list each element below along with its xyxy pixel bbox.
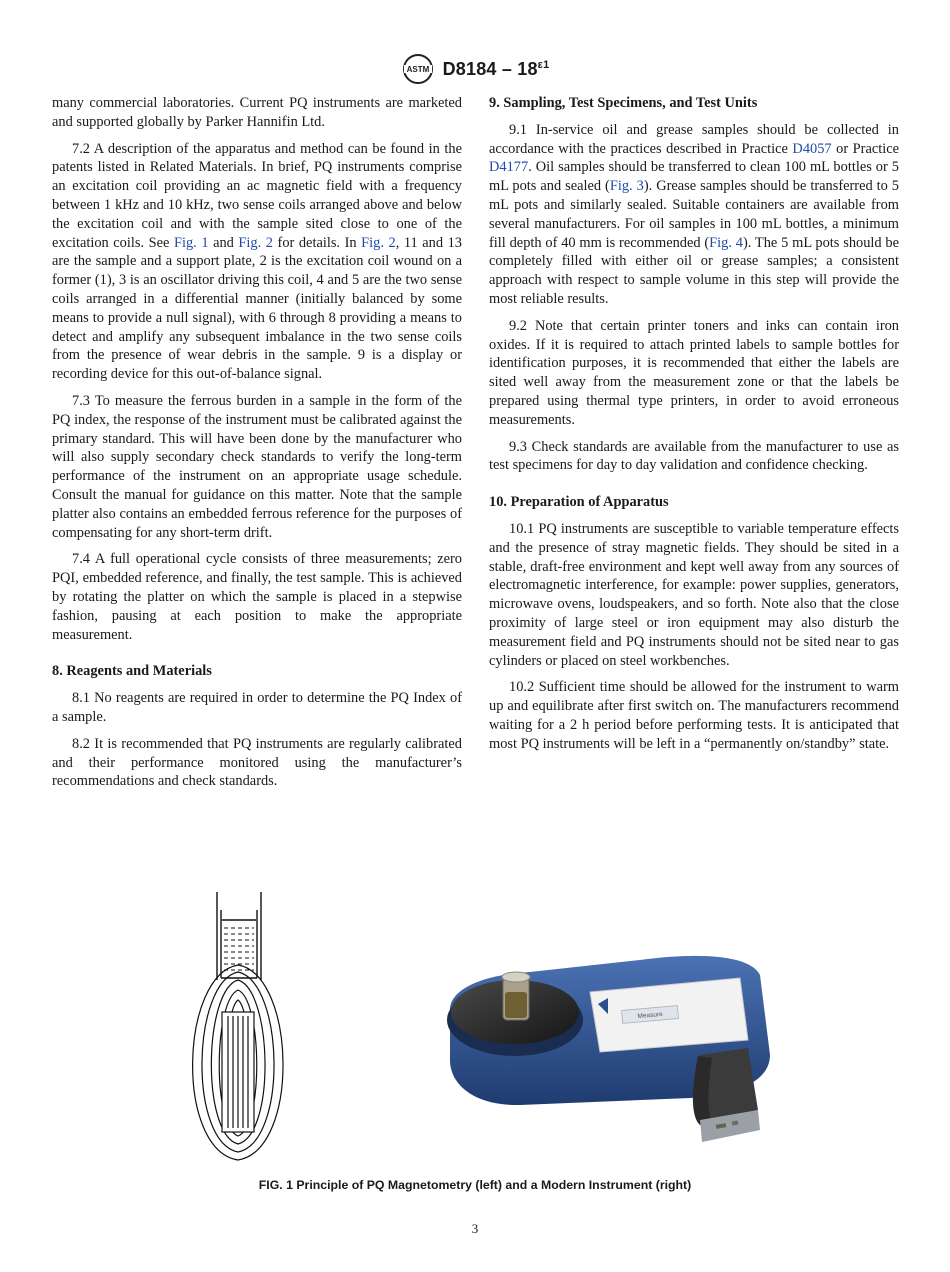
paragraph-7-2: 7.2 A description of the apparatus and method can be found in the patents listed in Related Materials. In brief, PQ instruments comprise an excitation coil providing an ac magnetic field with a frequency between 1 kHz and 10 kHz, two sense coils arranged above and below the excitation coil and with the sample sited close to one of the excitation coils. See Fig. 1 and Fig. 2 for details. In Fig. 2, 11 and 13 are the sample and a support plate, 2 is the excitation coil wound on a former (1), 3 is an oscillator driving this coil, 4 and 5 are the two sense coils arranged in a differential manner (initially balanced by some means to provide a null signal), with 6 through 8 providing a means to detect and amplify any subsequent imbalance in the two sense coils from the presence of wear debris in the sample. 9 is a display or recording device for this out-of-balance signal. <box>52 140 462 383</box>
screen-label: Measure <box>637 1010 664 1021</box>
paragraph-10-1: 10.1 PQ instruments are susceptible to variable temperature effects and the presence of stray magnetic fields. They should be sited in a stable, draft-free environment and kept well away from any sources of electromagnetic interference, for example: power supplies, generators, microwave ovens, loudspeakers, and so forth. Note also that the close proximity of large steel or iron equipment may also disturb the measurement field and PQ instruments should not be sited near to gas cylinders or placed on steel workbenches. <box>489 520 899 669</box>
astm-logo-icon <box>401 53 435 85</box>
figure-1-caption: FIG. 1 Principle of PQ Magnetometry (left) and a Modern Instrument (right) <box>258 1178 692 1192</box>
pq-instrument <box>447 956 770 1142</box>
fig-2-link[interactable]: Fig. 2 <box>238 234 273 251</box>
section-10-heading: 10. Preparation of Apparatus <box>489 494 669 511</box>
excitation-coil <box>222 1012 254 1132</box>
figure-1-illustration <box>0 880 950 1180</box>
thermal-printer <box>693 1048 760 1142</box>
paragraph-7-1-end: many commercial laboratories. Current PQ instruments are marketed and supported globally by Parker Hannifin Ltd. <box>52 95 462 130</box>
d4057-link[interactable]: D4057 <box>792 140 832 157</box>
paragraph-9-3: 9.3 Check standards are available from the manufacturer to use as test specimens for day to day validation and confidence checking. <box>489 438 899 474</box>
fig-2-link[interactable]: Fig. 2 <box>361 234 396 251</box>
paragraph-7-4: 7.4 A full operational cycle consists of three measurements; zero PQI, embedded reference, and finally, the test sample. This is achieved by rotating the platter on which the sample is placed in a stepwise fashion, pausing at each position to make the appropriate measurement. <box>52 551 462 643</box>
d4177-link[interactable]: D4177 <box>489 159 529 176</box>
paragraph-9-2: 9.2 Note that certain printer toners and inks can contain iron oxides. If it is required to attach printed labels to sample bottles for identification purposes, it is recommended that either the labels are sited well away from the measurement zone or that the labels be prepared using thermal type printers, in order to avoid erroneous measurements. <box>489 317 899 428</box>
section-8-heading: 8. Reagents and Materials <box>52 663 212 680</box>
paragraph-10-2: 10.2 Sufficient time should be allowed for the instrument to warm up and equilibrate after first switch on. The manufacturers recommend waiting for a 2 h period before performing tests. It is anticipated that most PQ instruments will be left in a “permanently on/standby” state. <box>489 679 899 752</box>
paragraph-8-2: 8.2 It is recommended that PQ instruments are regularly calibrated and their performance monitored using the manufacturer’s recommendations and check standards. <box>52 735 462 790</box>
left-column <box>52 94 462 799</box>
document-designation: $D8184 - 18^{\varepsilon 1}$ <box>442 58 550 79</box>
sample-cup <box>217 892 261 980</box>
fig-4-link[interactable]: Fig. 4 <box>709 234 743 251</box>
figure-1 <box>0 880 950 1180</box>
fig-3-link[interactable]: Fig. 3 <box>609 178 644 195</box>
section-9-heading: 9. Sampling, Test Specimens, and Test Units <box>489 95 758 111</box>
page-header <box>0 52 950 86</box>
magnetometry-schematic <box>193 892 283 1160</box>
logo-text: ASTM <box>406 65 429 74</box>
fig-1-link[interactable]: Fig. 1 <box>173 234 209 251</box>
page-number: 3 <box>471 1221 479 1236</box>
right-column <box>489 94 899 762</box>
paragraph-7-3: 7.3 To measure the ferrous burden in a sample in the form of the PQ index, the response of the instrument must be calibrated against the primary standard. This will have been done by the manufacturer who will also supply secondary check standards to verify the long-term performance of the instrument on an appropriate usage schedule. Consult the manual for guidance on this matter. Note that the sample platter also contains an embedded ferrous reference for the purposes of compensating for any short-term drift. <box>52 392 462 541</box>
paragraph-8-1: 8.1 No reagents are required in order to determine the PQ Index of a sample. <box>52 690 462 725</box>
paragraph-9-1: 9.1 In-service oil and grease samples should be collected in accordance with the practices described in Practice D4057 or Practice D4177. Oil samples should be transferred to clean 100 mL bottles or 5 mL pots and sealed (Fig. 3). Grease samples should be transferred to 5 mL pots and similarly sealed. Suitable containers are available from several manufacturers. For oil samples in 100 mL bottles, a minimum fill depth of 40 mm is recommended (Fig. 4). The 5 mL pots should be completely filled with either oil or grease samples; a consistent approach with respect to sample volume in this step will provide the most reliable results. <box>489 121 900 307</box>
